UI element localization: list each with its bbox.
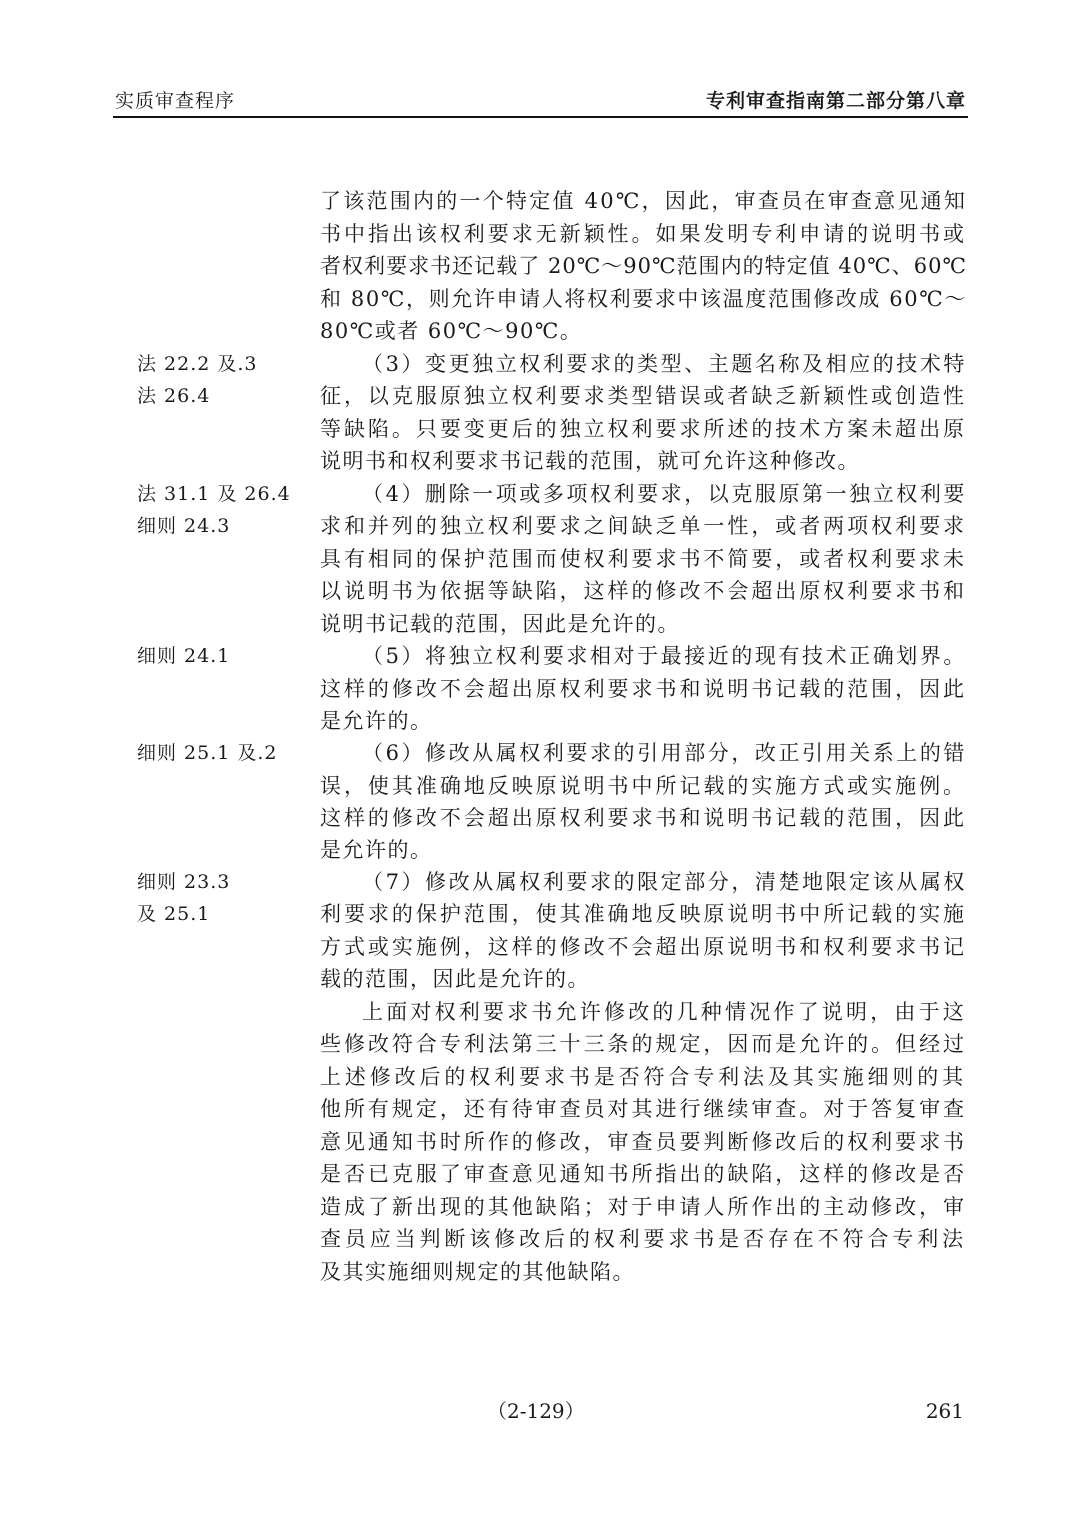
text-line: 造成了新出现的其他缺陷；对于申请人所作出的主动修改，审	[320, 1195, 967, 1219]
text-line: 载的范围，因此是允许的。	[320, 967, 590, 991]
text-line: 书中指出该权利要求无新颖性。如果发明专利申请的说明书或	[320, 222, 967, 246]
margin-note: 法 26.4	[137, 385, 211, 407]
text-line: 利要求的保护范围，使其准确地反映原说明书中所记载的实施	[320, 902, 967, 926]
text-line: 是允许的。	[320, 709, 433, 733]
margin-note: 法 31.1 及 26.4	[137, 483, 291, 505]
text-line: 他所有规定，还有待审查员对其进行继续审查。对于答复审查	[320, 1097, 967, 1121]
text-line: （7）修改从属权利要求的限定部分，清楚地限定该从属权	[362, 870, 967, 894]
margin-note: 细则 23.3	[137, 871, 231, 893]
text-line: 误，使其准确地反映原说明书中所记载的实施方式或实施例。	[320, 774, 967, 798]
margin-note: 及 25.1	[137, 903, 211, 925]
text-line: 以说明书为依据等缺陷，这样的修改不会超出原权利要求书和	[320, 579, 967, 603]
text-line: 求和并列的独立权利要求之间缺乏单一性，或者两项权利要求	[320, 514, 967, 538]
text-line: 些修改符合专利法第三十三条的规定，因而是允许的。但经过	[320, 1032, 967, 1056]
text-line: 是否已克服了审查意见通知书所指出的缺陷，这样的修改是否	[320, 1162, 967, 1186]
text-line: 者权利要求书还记载了 20℃～90℃范围内的特定值 40℃、60℃	[320, 254, 967, 278]
text-line: 了该范围内的一个特定值 40℃，因此，审查员在审查意见通知	[320, 189, 968, 213]
text-line: 上面对权利要求书允许修改的几种情况作了说明，由于这	[362, 1000, 967, 1024]
text-line: 是允许的。	[320, 838, 433, 862]
text-line: 说明书和权利要求书记载的范围，就可允许这种修改。	[320, 449, 860, 473]
margin-note: 细则 24.1	[137, 645, 231, 667]
text-line: 和 80℃，则允许申请人将权利要求中该温度范围修改成 60℃～	[320, 287, 967, 311]
margin-note: 细则 24.3	[137, 515, 231, 537]
section-page-marker: （2-129）	[487, 1399, 585, 1423]
header-chapter-title: 实质审查程序	[115, 90, 236, 112]
page-number: 261	[925, 1399, 964, 1423]
text-line: 80℃或者 60℃～90℃。	[320, 319, 583, 343]
text-line: 意见通知书时所作的修改，审查员要判断修改后的权利要求书	[320, 1130, 967, 1154]
text-line: 具有相同的保护范围而使权利要求书不简要，或者权利要求未	[320, 547, 967, 571]
text-line: 方式或实施例，这样的修改不会超出原说明书和权利要求书记	[320, 935, 967, 959]
header-guide-title: 专利审查指南第二部分第八章	[705, 90, 966, 112]
text-line: 这样的修改不会超出原权利要求书和说明书记载的范围，因此	[320, 806, 967, 830]
text-line: 征，以克服原独立权利要求类型错误或者缺乏新颖性或创造性	[320, 384, 967, 408]
text-line: 查员应当判断该修改后的权利要求书是否存在不符合专利法	[320, 1227, 967, 1251]
text-line: （5）将独立权利要求相对于最接近的现有技术正确划界。	[362, 644, 967, 668]
text-line: 上述修改后的权利要求书是否符合专利法及其实施细则的其	[320, 1065, 967, 1089]
text-line: 等缺陷。只要变更后的独立权利要求所述的技术方案未超出原	[320, 417, 967, 441]
text-line: （6）修改从属权利要求的引用部分，改正引用关系上的错	[362, 741, 967, 765]
margin-note: 法 22.2 及.3	[137, 353, 258, 375]
text-line: 说明书记载的范围，因此是允许的。	[320, 612, 680, 636]
text-line: 及其实施细则规定的其他缺陷。	[320, 1260, 635, 1284]
margin-note: 细则 25.1 及.2	[137, 742, 278, 764]
text-line: 这样的修改不会超出原权利要求书和说明书记载的范围，因此	[320, 677, 967, 701]
text-line: （3）变更独立权利要求的类型、主题名称及相应的技术特	[362, 352, 967, 376]
text-line: （4）删除一项或多项权利要求，以克服原第一独立权利要	[362, 482, 967, 506]
